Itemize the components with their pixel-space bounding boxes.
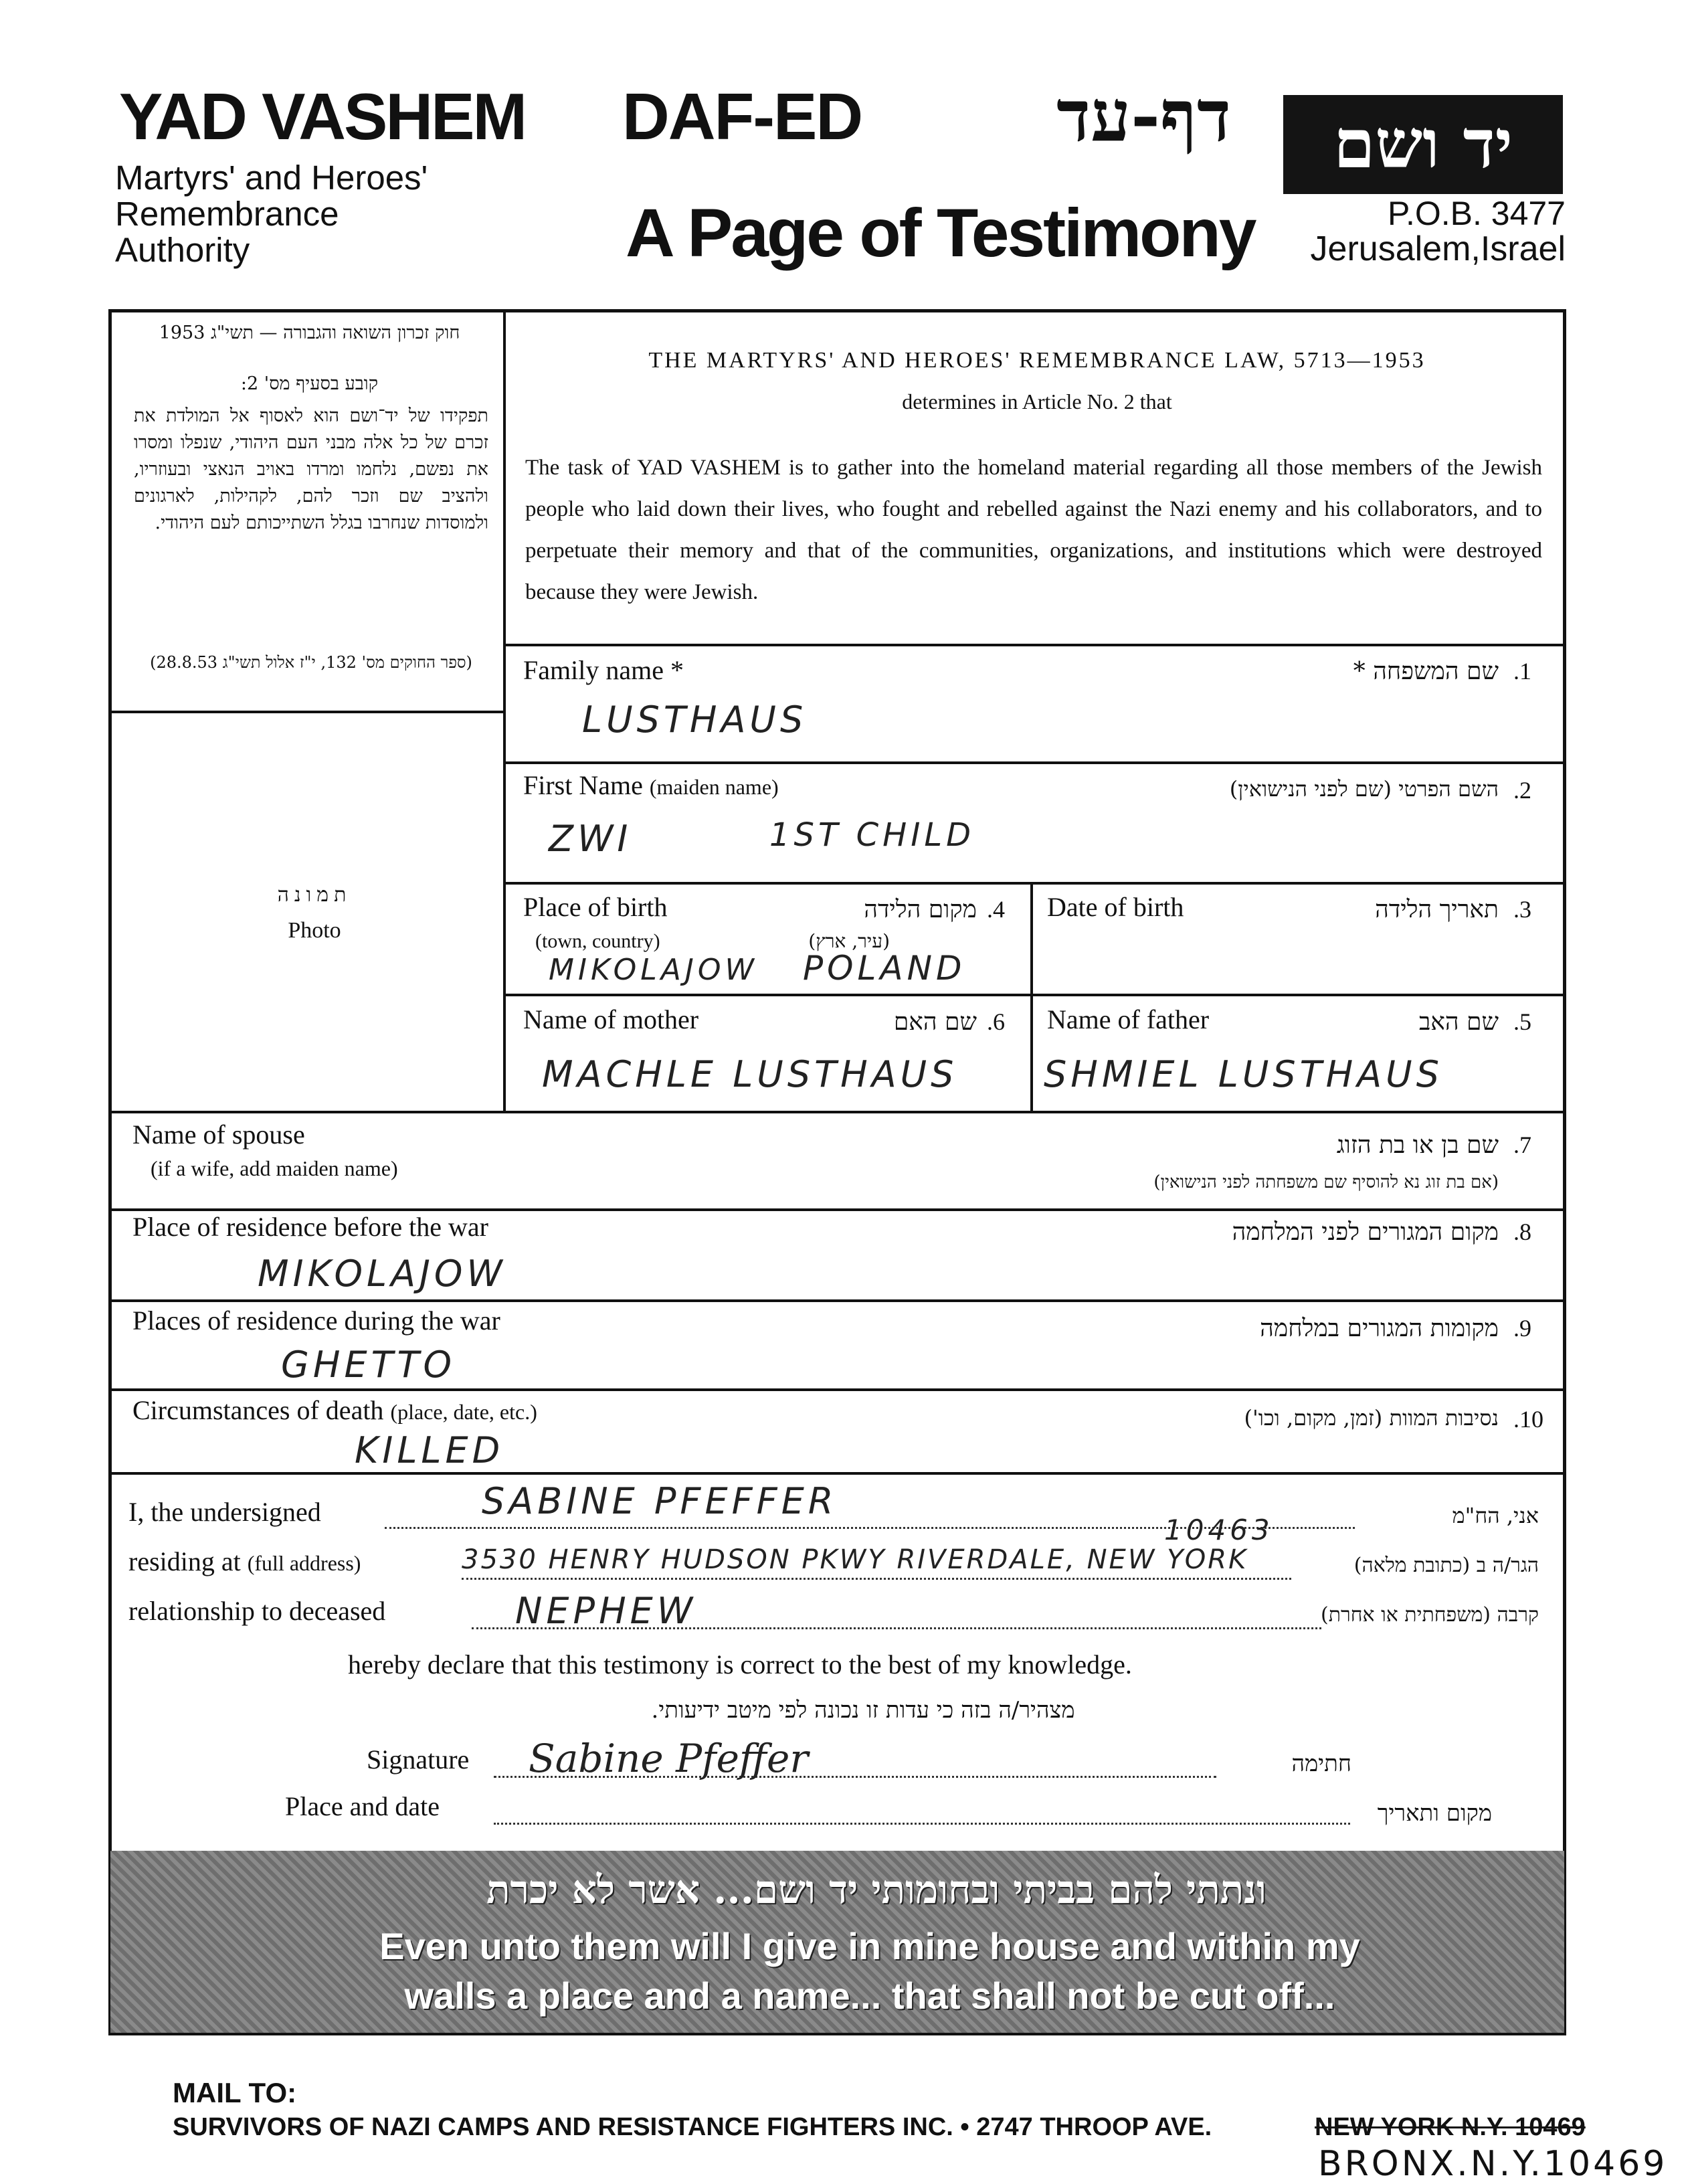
declaration-statement: hereby declare that this testimony is correct to the best of my knowledge. xyxy=(348,1649,1132,1679)
mail-handwritten-city: BRONX.N.Y.10469 xyxy=(1318,2144,1668,2184)
spouse-label: Name of spouse xyxy=(132,1119,305,1150)
relationship-value: NEPHEW xyxy=(515,1590,697,1632)
place-of-birth-hebrew-sub: (עיר, ארץ) xyxy=(808,930,890,952)
father-name-label: Name of father xyxy=(1047,1004,1210,1034)
field-number-10: .10 xyxy=(1513,1406,1543,1433)
photo-label: Photo xyxy=(288,918,341,943)
undersigned-hebrew-label: אני, הח"מ xyxy=(1452,1503,1539,1528)
family-name-value: LUSTHAUS xyxy=(582,699,808,741)
field-number-8: .8 xyxy=(1513,1218,1531,1245)
law-title: THE MARTYRS' AND HEROES' REMEMBRANCE LAW, 5713—1953 xyxy=(648,348,1426,373)
field-number-1: .1 xyxy=(1513,658,1531,685)
logo-hebrew-text: יד ושם xyxy=(1333,104,1513,183)
date-of-birth-hebrew-label: תאריך הלידה xyxy=(1375,896,1499,923)
first-name-label xyxy=(523,769,779,801)
hebrew-law-body: תפקידו של יד־ושם הוא לאסוף אל המולדת את זכרם של כל אלה מבני העם היהודי, שנפלו ומסרו את נפשם, נלחמו ומרדו באויב הנאצי ובעוזריו, ולהציב שם וזכר להם, לקהילות, לארגונים ולמוסדות שנחרבו בגלל השתייכותם לעם היהודי. xyxy=(134,405,488,533)
daf-ed-hebrew-title: דף-עד xyxy=(1056,74,1231,157)
date-of-birth-label: Date of birth xyxy=(1047,892,1184,922)
residence-before-hebrew-label: מקום המגורים לפני המלחמה xyxy=(1232,1218,1499,1246)
law-body: The task of YAD VASHEM is to gather into the homeland material regarding all those members of the Jewish people who laid down their lives, who fought and rebelled against the Nazi enemy and his collaborators, and to perpetuate their memory and that of the communities, organizations, and institutions which were destroyed because they were Jewish. xyxy=(525,456,1542,604)
relationship-label: relationship to deceased xyxy=(128,1596,386,1626)
undersigned-label: I, the undersigned xyxy=(128,1497,321,1527)
place-of-birth-town-value: MIKOLAJOW xyxy=(549,953,758,987)
mother-name-hebrew-label: שם האם xyxy=(893,1008,977,1036)
city-address: Jerusalem,Israel xyxy=(1310,230,1566,268)
daf-ed-title: DAF-ED xyxy=(622,80,862,153)
residing-label xyxy=(128,1546,361,1577)
residing-hebrew-label: הגר/ה ב (כתובת מלאה) xyxy=(1353,1554,1539,1577)
declaration-statement-hebrew: מצהיר/ה בזה כי עדות זו נכונה לפי מיטב ידיעותי. xyxy=(651,1697,1075,1724)
field-number-5: .5 xyxy=(1513,1008,1531,1035)
place-date-dotted-line xyxy=(494,1823,1350,1825)
place-of-birth-country-value: POLAND xyxy=(803,949,966,988)
law-determines: determines in Article No. 2 that xyxy=(902,389,1172,414)
residing-value: 3530 HENRY HUDSON PKWY RIVERDALE, NEW YORK xyxy=(462,1544,1248,1575)
residing-label-text: residing at xyxy=(128,1546,241,1576)
row-divider-7 xyxy=(108,1388,1566,1391)
quote-line-1: Even unto them will I give in mine house and within my xyxy=(379,1925,1360,1967)
mail-to-label: MAIL TO: xyxy=(173,2077,297,2108)
field-number-7: .7 xyxy=(1513,1131,1531,1158)
mother-name-label: Name of mother xyxy=(523,1004,699,1034)
po-box: P.O.B. 3477 xyxy=(1388,195,1566,232)
place-of-birth-sub-label: (town, country) xyxy=(535,930,660,952)
row-divider-4 xyxy=(108,1111,1566,1113)
residence-before-label: Place of residence before the war xyxy=(132,1212,488,1242)
spouse-hebrew-sub: (אם בת זוג נא להוסיף שם משפחתה לפני הנישואין) xyxy=(1153,1172,1499,1192)
father-name-hebrew-label: שם האב xyxy=(1418,1008,1499,1036)
first-name-label-text: First Name xyxy=(523,770,643,800)
law-field-divider xyxy=(503,644,1566,646)
org-title: YAD VASHEM xyxy=(119,80,526,153)
place-of-birth-hebrew-label: מקום הלידה xyxy=(864,896,977,923)
spouse-sub-label: (if a wife, add maiden name) xyxy=(151,1156,398,1180)
first-name-note-value: 1ST CHILD xyxy=(769,816,975,854)
split-column-divider xyxy=(1030,882,1033,1111)
residence-during-value: GHETTO xyxy=(281,1344,456,1386)
residing-dotted-line xyxy=(462,1578,1291,1580)
death-circumstances-label-note: (place, date, etc.) xyxy=(390,1400,537,1424)
quote-hebrew: ונתתי להם בביתי ובחומותי יד ושם... אשר לא יכרת xyxy=(486,1867,1267,1912)
field-number-9: .9 xyxy=(1513,1315,1531,1342)
first-name-hebrew-label: השם הפרטי (שם לפני הנישואין) xyxy=(1229,776,1499,802)
org-subtitle-line-1: Martyrs' and Heroes' xyxy=(115,159,428,197)
family-name-hebrew-label: שם המשפחה * xyxy=(1353,658,1499,685)
residence-during-label: Places of residence during the war xyxy=(132,1305,500,1336)
field-number-2: .2 xyxy=(1513,777,1531,804)
death-circumstances-label-text: Circumstances of death xyxy=(132,1395,384,1425)
death-circumstances-label xyxy=(132,1394,537,1426)
death-circumstances-hebrew-label: נסיבות המוות (זמן, מקום, וכו') xyxy=(1244,1405,1499,1431)
mail-address: SURVIVORS OF NAZI CAMPS AND RESISTANCE FIGHTERS INC. • 2747 THROOP AVE. xyxy=(173,2113,1212,2141)
row-divider-8 xyxy=(108,1472,1566,1475)
death-circumstances-value: KILLED xyxy=(355,1429,504,1471)
place-date-hebrew-label: מקום ותאריך xyxy=(1377,1800,1492,1827)
signature-hebrew-label: חתימה xyxy=(1291,1750,1351,1777)
family-name-label: Family name * xyxy=(523,655,684,685)
hebrew-law-source: (ספר החוקים מס' 132, י"ז אלול תשי"ג 28.8.53) xyxy=(150,653,472,672)
spouse-hebrew-label: שם בן או בת הזוג xyxy=(1336,1131,1499,1159)
residence-before-value: MIKOLAJOW xyxy=(258,1253,506,1295)
signature-value: Sabine Pfeffer xyxy=(529,1736,809,1781)
mail-struck-city: NEW YORK N.Y. 10469 xyxy=(1315,2113,1586,2141)
hebrew-law-subtitle: קובע בסעיף מס' 2: xyxy=(240,373,379,394)
org-subtitle-line-3: Authority xyxy=(115,231,250,269)
father-name-value: SHMIEL LUSTHAUS xyxy=(1044,1053,1443,1095)
law-photo-divider xyxy=(108,711,504,713)
row-divider-3 xyxy=(503,994,1566,996)
photo-hebrew-label: תמונה xyxy=(277,883,352,907)
zip-value: 10463 xyxy=(1164,1514,1274,1546)
residing-label-note: (full address) xyxy=(247,1551,361,1575)
row-divider-6 xyxy=(108,1299,1566,1302)
field-number-4: .4 xyxy=(987,896,1005,923)
residence-during-hebrew-label: מקומות המגורים במלחמה xyxy=(1260,1315,1499,1342)
signature-label: Signature xyxy=(367,1744,470,1774)
undersigned-value: SABINE PFEFFER xyxy=(482,1480,838,1522)
place-date-label: Place and date xyxy=(285,1791,440,1821)
hebrew-law-title: חוק זכרון השואה והגבורה — תשי"ג 1953 xyxy=(159,323,460,343)
field-number-6: .6 xyxy=(987,1008,1005,1035)
place-of-birth-label: Place of birth xyxy=(523,892,668,922)
page-title: A Page of Testimony xyxy=(626,195,1255,271)
quote-line-2: walls a place and a name... that shall not be cut off... xyxy=(404,1975,1335,2017)
field-number-3: .3 xyxy=(1513,896,1531,923)
org-subtitle-line-2: Remembrance xyxy=(115,195,339,233)
first-name-value: ZWI xyxy=(549,818,632,860)
row-divider-2 xyxy=(503,882,1566,885)
row-divider-1 xyxy=(503,761,1566,764)
first-name-label-note: (maiden name) xyxy=(649,775,779,799)
mother-name-value: MACHLE LUSTHAUS xyxy=(542,1053,958,1095)
relationship-hebrew-label: קרבה (משפחתית או אחרת) xyxy=(1321,1603,1539,1627)
